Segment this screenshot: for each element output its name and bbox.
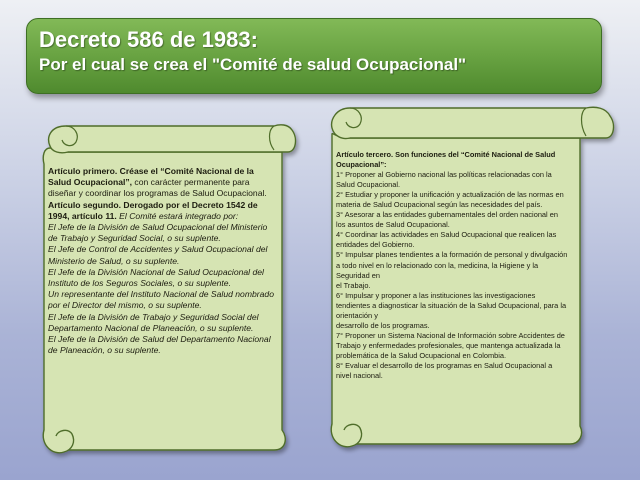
article-2-body: El Comité estará integrado por: — [116, 210, 239, 221]
function-item: desarrollo de los programas. — [336, 320, 430, 330]
committee-member: El Jefe de la División Nacional de Salud Ocupacional del Instituto de los Seguros Sociales, o su suplente. — [48, 266, 264, 289]
article-1-body: con carácter permanente para diseñar y coordinar los programas de Salud Ocupacional. — [48, 177, 267, 199]
right-scroll-content — [336, 150, 568, 438]
committee-member: El Jefe de la División de Salud del Departamento Nacional de Planeación, o su suplente. — [48, 334, 271, 356]
article-3-heading: Artículo tercero. Son funciones del “Comité Nacional de Salud Ocupacional”: — [336, 150, 556, 170]
function-item: 8° Evaluar el desarrollo de los programas en Salud Ocupacional a nivel nacional. — [336, 360, 553, 381]
function-item: 1° Proponer al Gobierno nacional las políticas relacionadas con la Salud Ocupacional. — [336, 170, 552, 190]
function-item: 5° Impulsar planes tendientes a la formación de personal y divulgación a todo nivel en lo relacionado con la, medicina, la Higiene y la Seguridad en — [336, 250, 568, 280]
slide-subtitle: Por el cual se crea el "Comité de salud Ocupacional" — [39, 55, 467, 74]
article-1 — [48, 166, 276, 200]
article-2 — [48, 200, 276, 222]
committee-member: El Jefe de Control de Accidentes y Salud Ocupacional del Ministerio de Salud, o su suplente. — [48, 244, 268, 266]
slide-title: Decreto 586 de 1983: — [39, 27, 258, 52]
function-item: 3° Asesorar a las entidades gubernamentales del orden nacional en los asuntos de Salud Ocupacional. — [336, 210, 558, 230]
function-item: 6° Impulsar y proponer a las instituciones las investigaciones tendientes a diagnosticar la situación de la Salud Ocupacional, para la orientación y — [336, 290, 567, 320]
function-item: 4° Coordinar las actividades en Salud Ocupacional que realicen las entidades del Gobierno. — [336, 230, 557, 250]
function-item: el Trabajo. — [336, 280, 371, 290]
committee-member: El Jefe de la División de Salud Ocupacional del Ministerio de Trabajo y Seguridad Social, o su suplente. — [48, 222, 268, 244]
article-1-heading: Artículo primero. Créase el “Comité Nacional de la Salud Ocupacional”, — [48, 166, 254, 188]
function-item: 2° Estudiar y proponer la unificación y actualización de las normas en materia de Salud Ocupacional según las necesidades del país. — [336, 190, 564, 210]
title-banner — [26, 18, 602, 94]
committee-member: Un representante del Instituto Nacional de Salud nombrado por el Director del mismo, o su suplente. — [48, 289, 274, 311]
left-scroll-content — [48, 166, 276, 424]
article-2-heading: Artículo segundo. Derogado por el Decreto 1542 de 1994, artículo 11. — [48, 199, 258, 221]
function-item: 7° Proponer un Sistema Nacional de Información sobre Accidentes de Trabajo y enfermedades profesionales, que mantenga actualizada la problemática de la Salud Ocupacional en Colombia. — [336, 330, 565, 360]
committee-member: El Jefe de la División de Trabajo y Seguridad Social del Departamento Nacional de Planeación, o su suplente. — [48, 311, 259, 333]
